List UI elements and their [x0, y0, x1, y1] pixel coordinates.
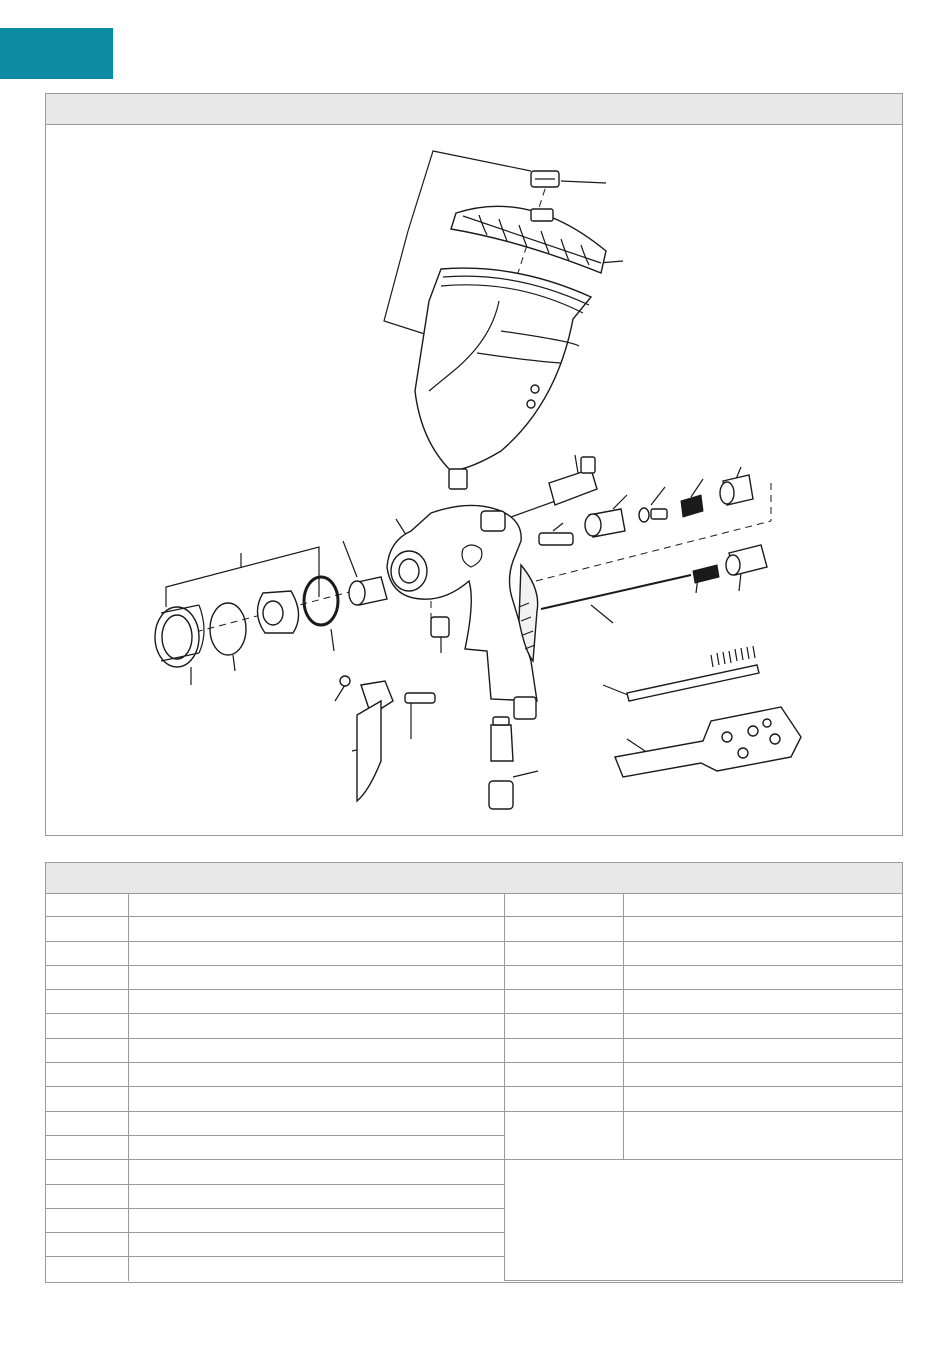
lid-vent-valve [531, 171, 559, 187]
table-cell [128, 1038, 504, 1062]
table-cell [46, 1233, 128, 1257]
table-cell [128, 1160, 504, 1184]
table-cell [623, 965, 903, 989]
table-cell [504, 1087, 623, 1111]
table-cell [46, 1087, 128, 1111]
diagram-panel [45, 93, 903, 836]
table-cell [46, 941, 128, 965]
table-cell [128, 1233, 504, 1257]
table-cell [128, 1208, 504, 1232]
table-cell [504, 1014, 623, 1038]
table-cell [128, 917, 504, 941]
table-cell [46, 1257, 128, 1281]
table-cell [504, 990, 623, 1014]
table-cell [504, 965, 623, 989]
cleaning-brush [627, 646, 759, 701]
table-cell [623, 941, 903, 965]
table-cell [46, 917, 128, 941]
multi-wrench [615, 707, 801, 777]
table-cell [46, 1160, 128, 1184]
table-cell [623, 990, 903, 1014]
cup-lid [451, 206, 606, 273]
table-row [46, 1111, 903, 1135]
table-cell [504, 893, 623, 917]
table-cell [504, 941, 623, 965]
table-row [46, 1014, 903, 1038]
table-cell [46, 1038, 128, 1062]
gun-body [387, 505, 538, 719]
table-cell [46, 893, 128, 917]
paint-cup [415, 268, 591, 489]
parts-table-panel [45, 862, 903, 1283]
table-row [46, 990, 903, 1014]
table-cell [504, 1038, 623, 1062]
section-tab [0, 28, 113, 79]
table-cell [128, 1184, 504, 1208]
table-cell [623, 1111, 903, 1160]
table-cell [128, 941, 504, 965]
table-cell [46, 1135, 128, 1159]
table-cell [46, 1208, 128, 1232]
table-cell [128, 1135, 504, 1159]
table-row [46, 917, 903, 941]
table-cell [128, 1014, 504, 1038]
table-cell [623, 1038, 903, 1062]
table-cell [504, 917, 623, 941]
table-cell [504, 1063, 623, 1087]
table-cell [128, 1111, 504, 1135]
table-cell [128, 990, 504, 1014]
small-fittings [340, 617, 449, 801]
table-cell [46, 1063, 128, 1087]
air-cap-group [155, 577, 387, 667]
table-cell [504, 1111, 623, 1160]
table-cell [623, 893, 903, 917]
table-row [46, 1160, 903, 1184]
table-cell [623, 1014, 903, 1038]
table-row [46, 893, 903, 917]
table-cell [46, 965, 128, 989]
table-cell [46, 990, 128, 1014]
table-row [46, 965, 903, 989]
diagram-panel-header [46, 94, 902, 125]
parts-table-header [46, 863, 902, 894]
parts-table [46, 893, 903, 1281]
spray-gun-exploded-view [46, 125, 902, 835]
table-row [46, 1063, 903, 1087]
table-cell [128, 893, 504, 917]
table-cell [46, 1111, 128, 1135]
table-row [46, 1087, 903, 1111]
table-cell [128, 1063, 504, 1087]
table-cell [128, 965, 504, 989]
table-cell [128, 1257, 504, 1281]
table-row [46, 941, 903, 965]
table-cell [46, 1014, 128, 1038]
table-cell [623, 1087, 903, 1111]
table-cell [623, 1063, 903, 1087]
table-cell [623, 917, 903, 941]
table-cell-merged [504, 1160, 903, 1281]
table-cell [128, 1087, 504, 1111]
table-row [46, 1038, 903, 1062]
table-cell [46, 1184, 128, 1208]
